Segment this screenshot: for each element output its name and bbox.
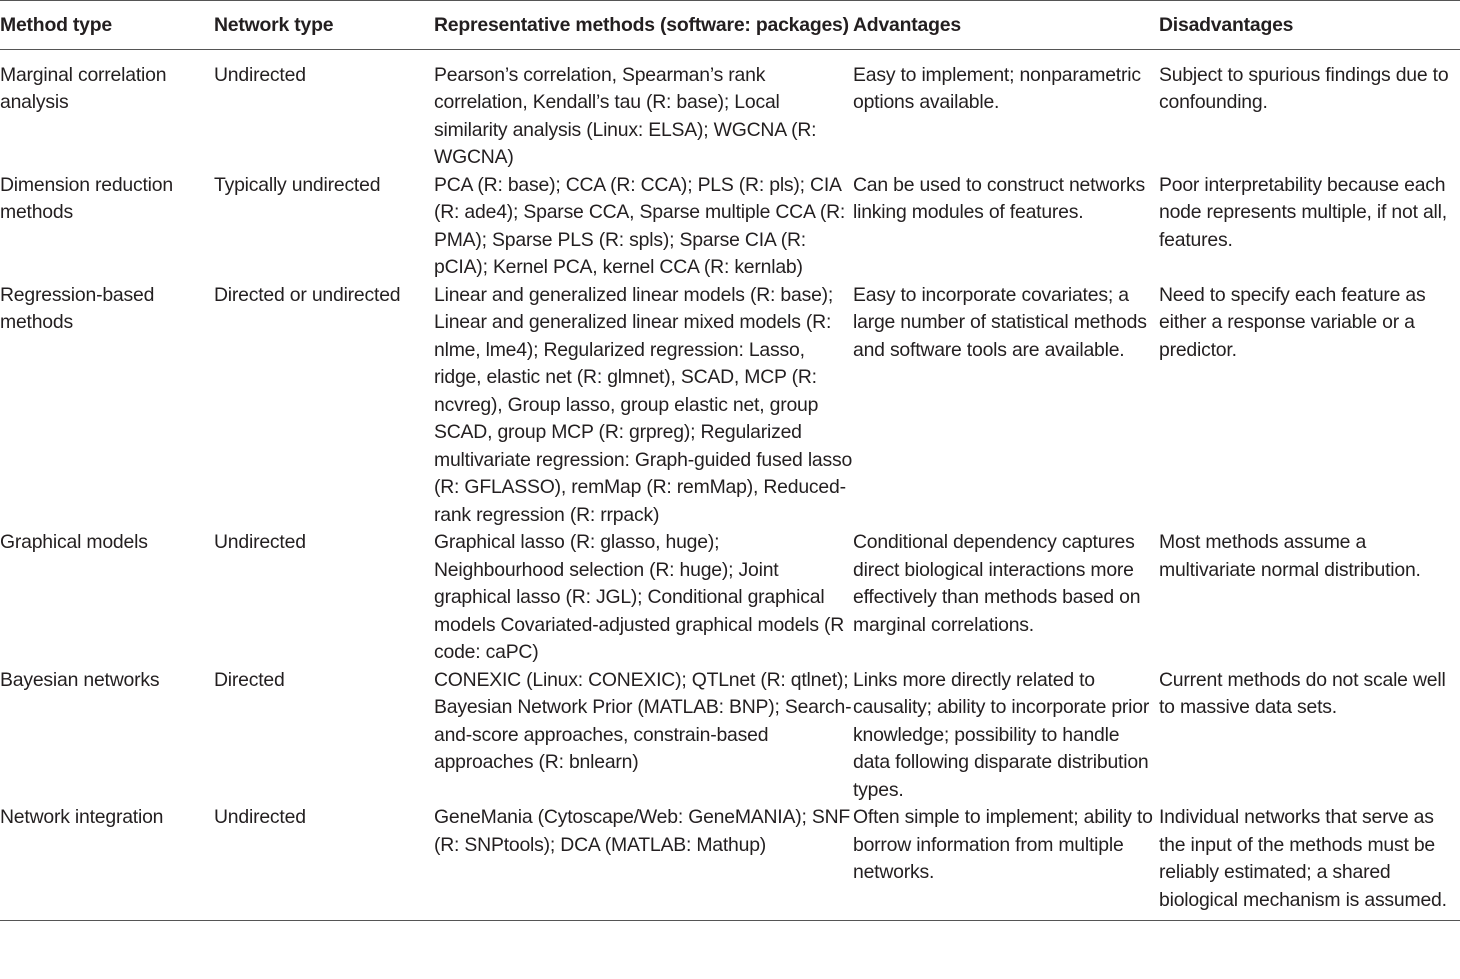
cell-advantages: Easy to incorporate covariates; a large number of statistical methods and software tools are available. (853, 283, 1147, 361)
cell-representative-methods: Linear and generalized linear models (R: base); Linear and generalized linear mixed models (R: nlme, lme4); Regularized regression: Lasso, ridge, elastic net (R: glmnet), SCAD, MCP (R: ncvreg), Group lasso, group elastic net, group SCAD, group MCP (R: grpreg); Regularized multivariate regression: Graph-guided fused lasso (R: GFLASSO), remMap (R: remMap), Reduced-rank regression (R: rrpack) (434, 283, 853, 526)
cell-method-type: Network integration (0, 806, 164, 828)
cell-disadvantages: Current methods do not scale well to massive data sets. (1159, 668, 1446, 718)
header-network-type: Network type (214, 14, 334, 36)
table-row (0, 172, 1460, 282)
cell-method-type: Regression-based methods (0, 283, 155, 333)
cell-representative-methods: GeneMania (Cytoscape/Web: GeneMANIA); SNF (R: SNPtools); DCA (MATLAB: Mathup) (434, 806, 851, 856)
cell-disadvantages: Individual networks that serve as the input of the methods must be reliably estimated; a shared biological mechanism is assumed. (1159, 806, 1447, 911)
header-row (0, 1, 1460, 50)
header-disadvantages: Disadvantages (1159, 14, 1294, 36)
table-row (0, 49, 1460, 172)
cell-advantages: Conditional dependency captures direct biological interactions more effectively than methods based on marginal correlations. (853, 531, 1141, 636)
cell-disadvantages: Need to specify each feature as either a response variable or a predictor. (1159, 283, 1426, 361)
cell-disadvantages: Most methods assume a multivariate normal distribution. (1159, 531, 1421, 581)
header-advantages: Advantages (853, 14, 961, 36)
table-row (0, 282, 1460, 530)
cell-advantages: Often simple to implement; ability to borrow information from multiple networks. (853, 806, 1153, 883)
header-representative-methods: Representative methods (software: packages) (434, 14, 849, 36)
cell-disadvantages: Subject to spurious findings due to confounding. (1159, 63, 1449, 113)
cell-representative-methods: CONEXIC (Linux: CONEXIC); QTLnet (R: qtlnet); Bayesian Network Prior (MATLAB: BNP); Search-and-score approaches, constrain-based approaches (R: bnlearn) (434, 668, 852, 773)
cell-advantages: Links more directly related to causality; ability to incorporate prior knowledge; possibility to handle data following disparate distribution types. (853, 668, 1150, 801)
cell-representative-methods: PCA (R: base); CCA (R: CCA); PLS (R: pls); CIA (R: ade4); Sparse CCA, Sparse multiple CCA (R: PMA); Sparse PLS (R: spls); Sparse CIA (R: pCIA); Kernel PCA, kernel CCA (R: kernlab) (434, 173, 846, 278)
cell-network-type: Undirected (214, 531, 306, 553)
cell-advantages: Easy to implement; nonparametric options available. (853, 63, 1141, 113)
cell-method-type: Dimension reduction methods (0, 173, 173, 223)
cell-disadvantages: Poor interpretability because each node represents multiple, if not all, features. (1159, 173, 1447, 251)
cell-network-type: Typically undirected (214, 173, 381, 196)
table-row (0, 804, 1460, 921)
cell-method-type: Graphical models (0, 531, 148, 553)
table-row (0, 667, 1460, 805)
cell-network-type: Undirected (214, 63, 306, 86)
table-body (0, 49, 1460, 921)
cell-method-type: Marginal correlation analysis (0, 63, 167, 113)
cell-network-type: Directed or undirected (214, 283, 401, 306)
cell-network-type: Directed (214, 668, 285, 691)
cell-representative-methods: Pearson’s correlation, Spearman’s rank correlation, Kendall’s tau (R: base); Local similarity analysis (Linux: ELSA); WGCNA (R: WGCNA) (434, 63, 817, 168)
table-header (0, 1, 1460, 50)
cell-network-type: Undirected (214, 806, 306, 828)
header-method-type: Method type (0, 14, 112, 36)
cell-representative-methods: Graphical lasso (R: glasso, huge); Neighbourhood selection (R: huge); Joint graphical lasso (R: JGL); Conditional graphical models Covariated-adjusted graphical models (R code: caPC) (434, 531, 845, 663)
cell-method-type: Bayesian networks (0, 668, 160, 691)
table-row (0, 529, 1460, 667)
cell-advantages: Can be used to construct networks linking modules of features. (853, 173, 1145, 223)
